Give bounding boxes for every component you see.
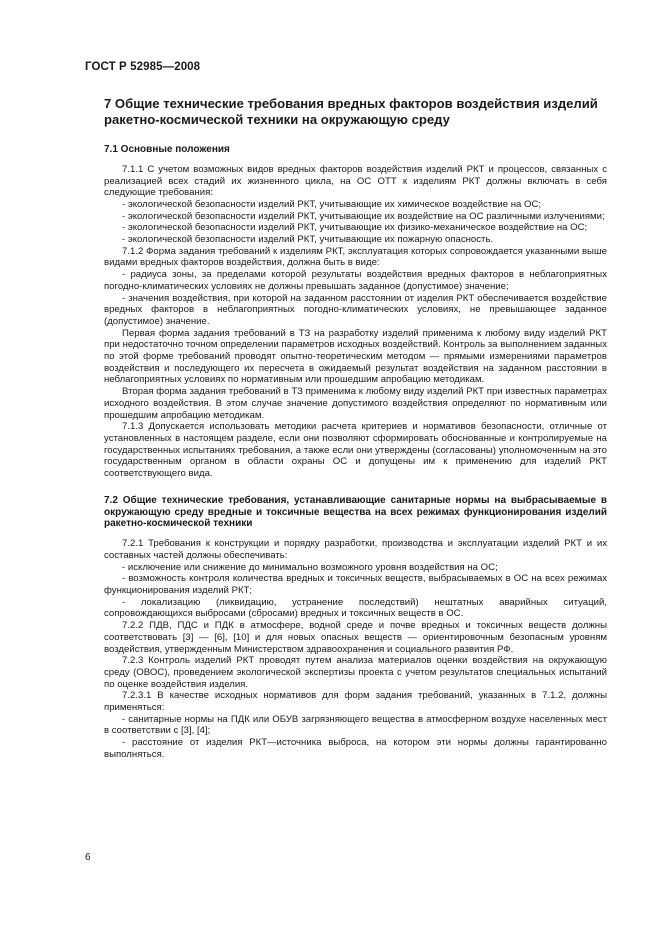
paragraph: 7.2.3.1 В качестве исходных нормативов для форм задания требований, указанных в 7.1.2, должны применяться:	[104, 690, 607, 714]
subsection-7-1-body	[104, 164, 607, 480]
list-item: - экологической безопасности изделий РКТ, учитывающие их пожарную опасность.	[122, 234, 494, 246]
paragraph: Первая форма задания требований в ТЗ на разработку изделий применима к любому виду изделий РКТ при недостаточно точном определении параметров исходных воздействий. Контроль за выполнением заданных по этой форме требований проводят опытно-теоретическим методом — прямыми измерениями параметров воздействия и последующего их пересчета в ожидаемый результат воздействия на заданном расстоянии в неблагоприятных условиях по нормативным или прошедшим апробацию методикам.	[104, 327, 607, 386]
list-item: - радиуса зоны, за пределами которой результаты воздействия вредных факторов в неблагоприятных погодно-климатических условиях не должны превышать заданное (допустимое) значение;	[104, 269, 607, 292]
list-item: - экологической безопасности изделий РКТ, учитывающие их воздействие на ОС различными излучениями;	[122, 210, 605, 222]
page-number: 6	[85, 852, 91, 863]
paragraph: 7.2.3 Контроль изделий РКТ проводят путем анализа материалов оценки воздействия на окружающую среду (ОВОС), проведением экологической экспертизы проекта с учетом результатов специальных испытаний по оценке воздействия изделия.	[104, 655, 607, 690]
list-item: - значения воздействия, при которой на заданном расстоянии от изделия РКТ обеспечивается воздействие вредных факторов в неблагоприятных погодно-климатических условиях, не превышающее заданное (допустимое) значение.	[104, 292, 607, 327]
subsection-7-2-body	[104, 538, 607, 760]
paragraph: 7.1.2 Форма задания требований к изделиям РКТ, эксплуатация которых сопровождается указанными выше видами вредных факторов воздействия, должна быть в виде:	[104, 245, 607, 269]
section-title: 7 Общие технические требования вредных факторов воздействия изделий ракетно-космической техники на окружающую среду	[104, 96, 598, 127]
list-item: - исключение или снижение до минимально возможного уровня воздействия на ОС;	[122, 561, 498, 573]
list-item: - санитарные нормы на ПДК или ОБУВ загрязняющего вещества в атмосферном воздухе населенных мест в соответствии с [3], [4];	[104, 713, 607, 737]
list-item: - экологической безопасности изделий РКТ, учитывающие их химическое воздействие на ОС;	[122, 198, 542, 210]
subsection-7-2-title: 7.2 Общие технические требования, устанавливающие санитарные нормы на выбрасываемые в окружающую среду вредные и токсичные вещества на всех режимах функционирования изделий ракетно-космической техники	[104, 494, 607, 530]
list-item: - возможность контроля количества вредных и токсичных веществ, выбрасываемых в ОС на всех режимах функционирования изделий РКТ;	[104, 573, 607, 596]
paragraph: Вторая форма задания требований в ТЗ применима к любому виду изделий РКТ при известных параметрах исходного воздействия. В этом случае значение допустимого воздействия определяют по нормативным или прошедшим апробацию методикам.	[104, 386, 607, 421]
paragraph: 7.2.1 Требования к конструкции и порядку разработки, производства и эксплуатации изделий РКТ и их составных частей должны обеспечивать:	[104, 538, 607, 561]
paragraph: 7.1.3 Допускается использовать методики расчета критериев и нормативов безопасности, отличные от установленных в настоящем разделе, если они позволяют сформировать обоснованные и контролируемые на государственных испытаниях требования, а также если они утверждены (согласованы) уполномоченным на это государственным органом в области охраны ОС и допущены им к применению для изделий РКТ соответствующего вида.	[104, 421, 607, 480]
list-item: - локализацию (ликвидацию, устранение последствий) нештатных аварийных ситуаций, сопровождающихся выбросами (сбросами) вредных и токсичных веществ в ОС.	[104, 596, 607, 620]
paragraph: 7.1.1 С учетом возможных видов вредных факторов воздействия изделий РКТ и процессов, связанных с реализацией всех стадий их жизненного цикла, на ОС ОТТ к изделиям РКТ должны включать в себя следующие требования:	[104, 163, 607, 199]
subsection-7-1-title: 7.1 Основные положения	[104, 144, 230, 155]
list-item: - расстояние от изделия РКТ—источника выброса, на котором эти нормы должны гарантированно выполняться.	[104, 737, 607, 760]
standard-header: ГОСТ Р 52985—2008	[85, 61, 201, 73]
list-item: - экологической безопасности изделий РКТ, учитывающие их физико-механическое воздействие на ОС;	[122, 222, 588, 234]
paragraph: 7.2.2 ПДВ, ПДС и ПДК в атмосфере, водной среде и почве вредных и токсичных веществ должны соответствовать [3] — [6], [10] и для новых опасных веществ — ориентировочным безопасным уровням воздействия, утвержденным Министерством здравоохранения и социального развития РФ.	[104, 620, 607, 655]
